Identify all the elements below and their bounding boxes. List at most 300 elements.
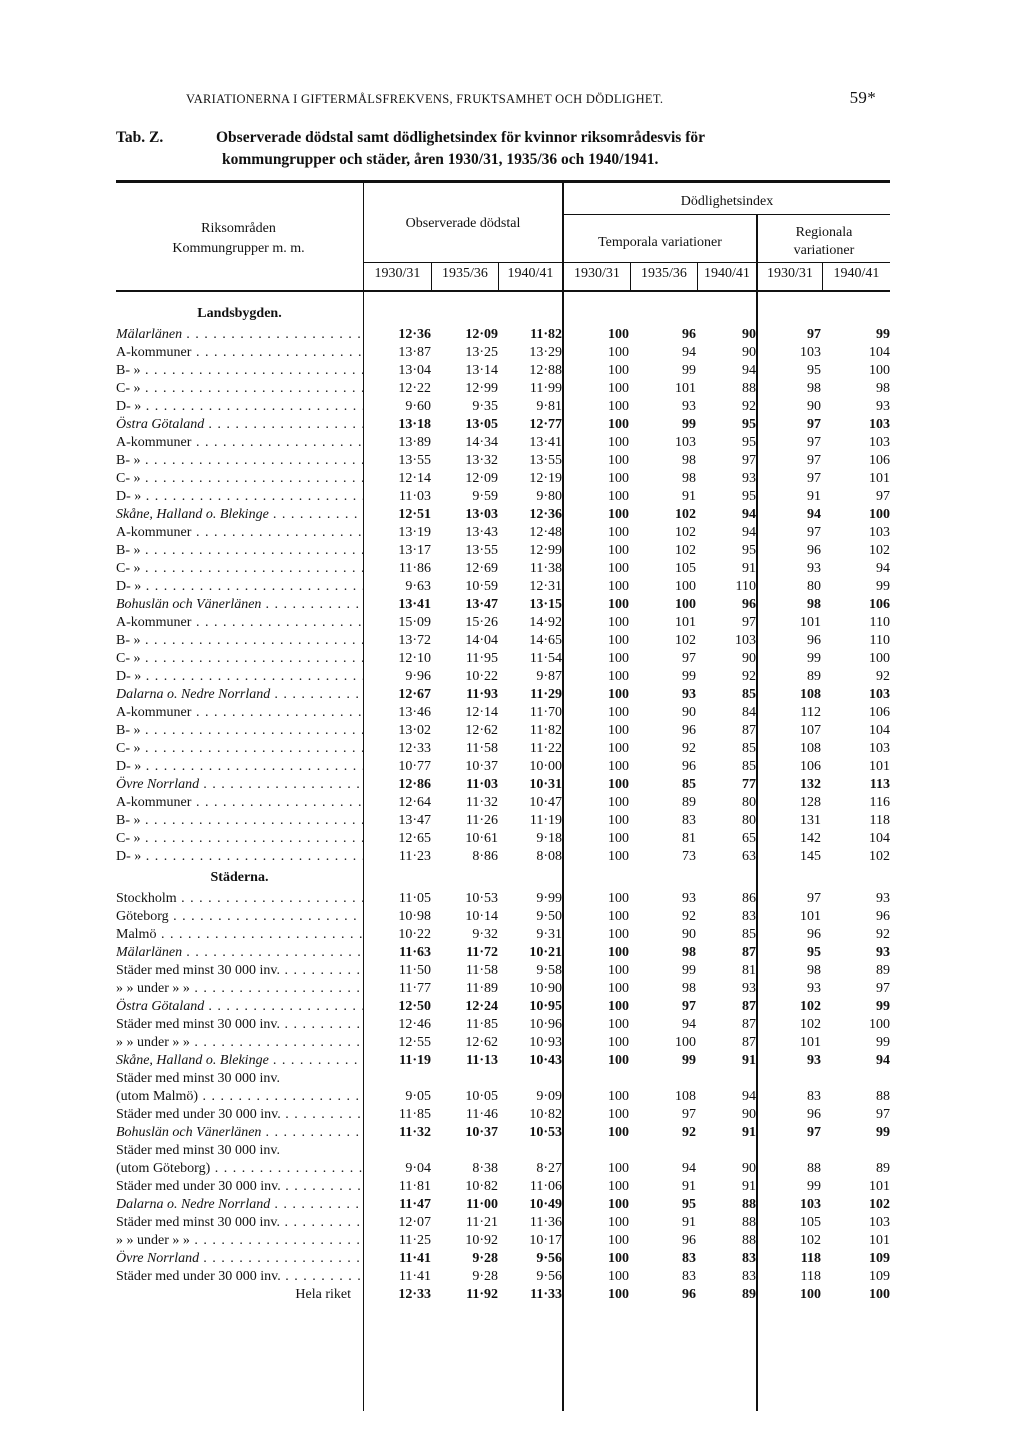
table-cell: 11·86 xyxy=(398,561,431,576)
table-cell: 92 xyxy=(682,741,696,756)
table-cell: 10·43 xyxy=(529,1053,562,1068)
table-cell: 11·85 xyxy=(465,1017,498,1032)
table-cell: 100 xyxy=(608,651,629,666)
table-cell: 131 xyxy=(800,813,821,828)
row-label xyxy=(116,1052,363,1070)
table-cell: 8·27 xyxy=(536,1161,562,1176)
table-cell: 10·77 xyxy=(398,759,431,774)
year-header: 1940/41 xyxy=(704,266,750,281)
table-cell: 99 xyxy=(807,651,821,666)
table-cell: 11·25 xyxy=(398,1233,431,1248)
table-cell: 100 xyxy=(869,363,890,378)
table-cell: 96 xyxy=(807,543,821,558)
table-cell: 13·14 xyxy=(465,363,498,378)
table-cell: 9·05 xyxy=(405,1089,431,1104)
table-cell: 89 xyxy=(876,963,890,978)
table-cell: 97 xyxy=(807,417,821,432)
row-label-text: B- » xyxy=(116,723,141,738)
table-cell: 97 xyxy=(807,1125,821,1140)
table-cell: 10·31 xyxy=(529,777,562,792)
table-cell: 118 xyxy=(869,813,890,828)
table-cell: 118 xyxy=(800,1269,821,1284)
table-cell: 100 xyxy=(608,981,629,996)
table-cell: 11·92 xyxy=(466,1287,498,1302)
row-label-text: Städer med minst 30 000 inv. xyxy=(116,1215,280,1230)
table-cell: 12·50 xyxy=(398,999,431,1014)
table-cell: 100 xyxy=(869,1017,890,1032)
table-cell: 100 xyxy=(608,1269,629,1284)
table-cell: 100 xyxy=(608,525,629,540)
table-cell: 12·77 xyxy=(529,417,562,432)
table-cell: 12·64 xyxy=(398,795,431,810)
table-cell xyxy=(562,1142,629,1160)
table-cell: 9·56 xyxy=(536,1251,562,1266)
section-heading-row xyxy=(116,302,890,326)
row-label xyxy=(116,632,363,650)
table-cell: 93 xyxy=(876,399,890,414)
year-header: 1930/31 xyxy=(374,266,421,281)
table-cell: 94 xyxy=(682,1017,696,1032)
table-cell xyxy=(629,1142,696,1160)
table-cell: 9·50 xyxy=(536,909,562,924)
table-cell xyxy=(431,1142,498,1160)
table-cell: 12·24 xyxy=(465,999,498,1014)
table-cell xyxy=(696,1070,756,1088)
table-cell: 12·31 xyxy=(529,579,562,594)
table-cell: 11·72 xyxy=(466,945,498,960)
table-cell: 102 xyxy=(869,543,890,558)
table-cell: 98 xyxy=(876,381,890,396)
table-cell: 10·14 xyxy=(465,909,498,924)
table-cell: 98 xyxy=(807,963,821,978)
table-row xyxy=(116,758,890,776)
table-cell: 101 xyxy=(675,381,696,396)
table-cell: 65 xyxy=(742,831,756,846)
row-label xyxy=(116,344,363,362)
table-cell: 12·09 xyxy=(465,327,498,342)
table-cell: 10·47 xyxy=(529,795,562,810)
row-label-text: C- » xyxy=(116,561,141,576)
table-cell: 88 xyxy=(807,1161,821,1176)
table-cell: 90 xyxy=(742,1107,756,1122)
table-cell: 83 xyxy=(682,1251,696,1266)
table-cell: 11·82 xyxy=(530,327,562,342)
row-label xyxy=(116,506,363,524)
table-cell: 14·34 xyxy=(465,435,498,450)
index-subheader-rule xyxy=(563,214,890,215)
row-label xyxy=(116,1214,363,1232)
table-cell: 10·92 xyxy=(465,1233,498,1248)
table-cell: 90 xyxy=(742,345,756,360)
table-cell: 83 xyxy=(742,909,756,924)
table-row xyxy=(116,776,890,794)
row-label-text: Bohuslän och Vänerlänen xyxy=(116,597,262,612)
year-header: 1930/31 xyxy=(767,266,813,281)
table-cell: 83 xyxy=(742,1269,756,1284)
table-row xyxy=(116,1268,890,1286)
table-cell: 13·41 xyxy=(398,597,431,612)
table-cell: 100 xyxy=(608,795,629,810)
header-regional-2: variationer xyxy=(793,243,855,258)
table-cell: 11·50 xyxy=(398,963,431,978)
table-cell: 93 xyxy=(682,399,696,414)
table-cell: 107 xyxy=(800,723,821,738)
table-cell: 10·37 xyxy=(465,1125,498,1140)
header-stub-1: Riksområden xyxy=(201,221,276,236)
table-cell xyxy=(431,1070,498,1088)
table-cell: 92 xyxy=(682,1125,696,1140)
table-cell: 100 xyxy=(608,1251,629,1266)
table-cell: 92 xyxy=(682,909,696,924)
table-cell: 105 xyxy=(800,1215,821,1230)
table-cell: 10·90 xyxy=(529,981,562,996)
table-cell: 92 xyxy=(742,399,756,414)
table-cell: 97 xyxy=(807,453,821,468)
table-row xyxy=(116,632,890,650)
table-cell: 81 xyxy=(682,831,696,846)
row-label-text: C- » xyxy=(116,381,141,396)
table-cell: 93 xyxy=(742,981,756,996)
table-cell: 95 xyxy=(682,1197,696,1212)
table-cell xyxy=(498,1070,562,1088)
row-label-text: A-kommuner xyxy=(116,795,192,810)
table-cell: 10·59 xyxy=(465,579,498,594)
table-cell: 93 xyxy=(807,981,821,996)
row-label xyxy=(116,326,363,344)
section-heading-row xyxy=(116,866,890,890)
row-label xyxy=(116,362,363,380)
table-cell: 100 xyxy=(608,1161,629,1176)
table-row xyxy=(116,596,890,614)
year-header: 1930/31 xyxy=(574,266,620,281)
table-cell: 95 xyxy=(742,543,756,558)
table-row xyxy=(116,1178,890,1196)
table-cell: 11·54 xyxy=(529,651,562,666)
table-cell: 95 xyxy=(807,363,821,378)
table-cell: 85 xyxy=(742,759,756,774)
table-cell: 100 xyxy=(608,345,629,360)
table-row xyxy=(116,542,890,560)
row-label xyxy=(116,776,363,794)
table-cell: 85 xyxy=(742,927,756,942)
table-row xyxy=(116,578,890,596)
caption-line-2: kommungrupper och städer, åren 1930/31, 1935/36 och 1940/1941. xyxy=(222,151,659,168)
table-cell: 100 xyxy=(608,633,629,648)
table-cell: 100 xyxy=(869,1287,890,1302)
table-cell: 9·80 xyxy=(536,489,562,504)
row-label xyxy=(116,578,363,596)
table-cell: 13·29 xyxy=(529,345,562,360)
year-header: 1935/36 xyxy=(442,266,488,281)
table-cell: 13·72 xyxy=(398,633,431,648)
table-cell: 11·29 xyxy=(530,687,562,702)
table-cell: 102 xyxy=(800,1017,821,1032)
table-cell: 12·99 xyxy=(529,543,562,558)
table-cell: 100 xyxy=(608,999,629,1014)
table-row xyxy=(116,1214,890,1232)
table-cell: 99 xyxy=(876,1125,890,1140)
table-cell: 101 xyxy=(675,615,696,630)
row-label-text: C- » xyxy=(116,741,141,756)
table-cell: 93 xyxy=(807,561,821,576)
table-row xyxy=(116,812,890,830)
table-cell xyxy=(498,1142,562,1160)
table-cell: 97 xyxy=(807,891,821,906)
table-row xyxy=(116,560,890,578)
table-cell: 97 xyxy=(876,1107,890,1122)
table-cell: 100 xyxy=(608,579,629,594)
table-cell: 11·03 xyxy=(398,489,431,504)
table-cell xyxy=(629,1070,696,1088)
table-cell: 100 xyxy=(608,453,629,468)
table-cell: 96 xyxy=(682,1233,696,1248)
section-title: Landsbygden. xyxy=(197,306,282,321)
table-cell: 100 xyxy=(608,813,629,828)
table-cell: 11·32 xyxy=(465,795,498,810)
table-cell: 142 xyxy=(800,831,821,846)
table-cell: 85 xyxy=(742,687,756,702)
row-label-text: (utom Malmö) xyxy=(116,1089,199,1104)
table-cell: 11·36 xyxy=(529,1215,562,1230)
table-cell: 94 xyxy=(807,507,821,522)
table-cell: 98 xyxy=(682,945,696,960)
row-label-text: (utom Göteborg) xyxy=(116,1161,211,1176)
table-cell: 94 xyxy=(742,507,756,522)
table-cell: 100 xyxy=(608,381,629,396)
row-label xyxy=(116,830,363,848)
table-cell: 91 xyxy=(807,489,821,504)
table-cell: 10·53 xyxy=(465,891,498,906)
table-cell: 13·03 xyxy=(465,507,498,522)
table-row xyxy=(116,1250,890,1268)
table-row xyxy=(116,740,890,758)
table-caption xyxy=(116,127,891,171)
table-row xyxy=(116,686,890,704)
table-cell: 11·85 xyxy=(398,1107,431,1122)
table-cell: 12·51 xyxy=(398,507,431,522)
row-label xyxy=(116,740,363,758)
table-row xyxy=(116,1124,890,1142)
row-label xyxy=(116,470,363,488)
table-cell: 9·59 xyxy=(472,489,498,504)
table-cell: 109 xyxy=(869,1269,890,1284)
row-label xyxy=(116,1268,363,1286)
table-cell: 11·82 xyxy=(529,723,562,738)
table-cell: 12·36 xyxy=(398,327,431,342)
table-cell: 106 xyxy=(869,705,890,720)
table-cell: 99 xyxy=(682,417,696,432)
table-cell: 96 xyxy=(682,723,696,738)
top-rule-thick xyxy=(116,180,890,183)
table-cell: 90 xyxy=(742,651,756,666)
table-row xyxy=(116,998,890,1016)
row-label xyxy=(116,722,363,740)
row-label-text: A-kommuner xyxy=(116,705,192,720)
row-label-text: B- » xyxy=(116,633,141,648)
table-row xyxy=(116,452,890,470)
table-cell: 11·93 xyxy=(466,687,498,702)
table-row xyxy=(116,614,890,632)
row-label-text: D- » xyxy=(116,399,142,414)
row-label-text: A-kommuner xyxy=(116,615,192,630)
table-cell: 101 xyxy=(869,759,890,774)
header-temporal: Temporala variationer xyxy=(598,235,722,250)
table-cell: 96 xyxy=(682,327,696,342)
table-cell: 97 xyxy=(876,489,890,504)
table-cell: 11·03 xyxy=(466,777,498,792)
table-cell: 11·32 xyxy=(399,1125,431,1140)
table-cell: 86 xyxy=(742,891,756,906)
table-cell: 85 xyxy=(682,777,696,792)
table-cell: 97 xyxy=(807,435,821,450)
header-stub-2: Kommungrupper m. m. xyxy=(172,241,305,256)
table-cell: 90 xyxy=(807,399,821,414)
row-label xyxy=(116,542,363,560)
table-cell: 101 xyxy=(800,1035,821,1050)
table-cell: 13·15 xyxy=(529,597,562,612)
table-cell: 100 xyxy=(608,1035,629,1050)
table-cell: 10·05 xyxy=(465,1089,498,1104)
row-label xyxy=(116,650,363,668)
table-cell: 88 xyxy=(742,381,756,396)
table-cell: 13·89 xyxy=(398,435,431,450)
table-cell: 12·88 xyxy=(529,363,562,378)
table-cell: 100 xyxy=(608,945,629,960)
table-cell: 87 xyxy=(742,1035,756,1050)
table-cell: 128 xyxy=(800,795,821,810)
data-table xyxy=(116,302,890,1304)
table-cell: 99 xyxy=(807,1179,821,1194)
table-cell: 100 xyxy=(608,597,629,612)
table-cell: 11·58 xyxy=(465,741,498,756)
table-cell: 83 xyxy=(742,1251,756,1266)
table-row xyxy=(116,506,890,524)
table-cell: 12·69 xyxy=(465,561,498,576)
table-cell: 109 xyxy=(869,1251,890,1266)
table-cell: 100 xyxy=(608,399,629,414)
row-label xyxy=(116,488,363,506)
row-label-text: Dalarna o. Nedre Norrland xyxy=(116,1197,271,1212)
table-cell: 13·02 xyxy=(398,723,431,738)
table-cell: 99 xyxy=(682,963,696,978)
table-cell: 98 xyxy=(682,981,696,996)
table-cell: 102 xyxy=(675,543,696,558)
table-cell: 100 xyxy=(608,759,629,774)
table-cell: 101 xyxy=(869,1179,890,1194)
table-cell: 103 xyxy=(800,1197,821,1212)
table-cell: 12·99 xyxy=(465,381,498,396)
table-cell: 11·06 xyxy=(529,1179,562,1194)
row-label-text: Dalarna o. Nedre Norrland xyxy=(116,687,271,702)
table-cell: 99 xyxy=(682,363,696,378)
table-cell: 93 xyxy=(876,891,890,906)
table-row xyxy=(116,1052,890,1070)
table-cell: 100 xyxy=(608,489,629,504)
row-label xyxy=(116,944,363,962)
table-cell: 12·65 xyxy=(398,831,431,846)
table-row xyxy=(116,830,890,848)
table-cell: 98 xyxy=(807,381,821,396)
table-cell: 95 xyxy=(742,417,756,432)
row-label xyxy=(116,704,363,722)
years-top-rule xyxy=(363,262,890,263)
row-label-text: Städer med under 30 000 inv. xyxy=(116,1107,281,1122)
row-label-text: Mälarlänen xyxy=(116,945,183,960)
table-cell: 93 xyxy=(682,687,696,702)
table-cell: 97 xyxy=(742,615,756,630)
table-cell: 88 xyxy=(876,1089,890,1104)
table-cell: 104 xyxy=(869,723,890,738)
table-cell: 13·55 xyxy=(465,543,498,558)
table-cell: 12·07 xyxy=(398,1215,431,1230)
table-cell: 103 xyxy=(869,687,890,702)
table-cell: 11·77 xyxy=(398,981,431,996)
table-cell: 10·93 xyxy=(529,1035,562,1050)
table-cell: 92 xyxy=(742,669,756,684)
table-cell: 9·58 xyxy=(536,963,562,978)
table-cell: 13·17 xyxy=(398,543,431,558)
table-cell: 102 xyxy=(675,525,696,540)
table-cell: 100 xyxy=(608,1179,629,1194)
table-cell: 90 xyxy=(742,1161,756,1176)
row-label xyxy=(116,1124,363,1142)
table-cell: 94 xyxy=(682,345,696,360)
row-label-text: Malmö xyxy=(116,927,157,942)
row-label-text: Östra Götaland xyxy=(116,999,205,1014)
table-cell: 105 xyxy=(675,561,696,576)
row-label-text: D- » xyxy=(116,849,142,864)
table-row xyxy=(116,1088,890,1106)
running-head-title: VARIATIONERNA I GIFTERMÅLSFREKVENS, FRUKTSAMHET OCH DÖDLIGHET. xyxy=(186,92,664,106)
table-cell: 80 xyxy=(742,795,756,810)
table-row xyxy=(116,962,890,980)
table-cell: 80 xyxy=(742,813,756,828)
table-cell: 100 xyxy=(608,849,629,864)
table-cell: 9·63 xyxy=(405,579,431,594)
row-label-text: C- » xyxy=(116,831,141,846)
table-cell: 15·26 xyxy=(465,615,498,630)
table-cell xyxy=(756,1142,821,1160)
table-row xyxy=(116,398,890,416)
table-cell: 11·41 xyxy=(399,1251,431,1266)
table-cell: 103 xyxy=(735,633,756,648)
row-label-text: Mälarlänen xyxy=(116,327,183,342)
table-cell: 13·46 xyxy=(398,705,431,720)
table-cell: 100 xyxy=(608,363,629,378)
table-cell: 87 xyxy=(742,945,756,960)
table-cell: 101 xyxy=(869,471,890,486)
table-row xyxy=(116,1286,890,1304)
table-cell: 100 xyxy=(608,741,629,756)
table-cell: 12·10 xyxy=(398,651,431,666)
table-cell: 83 xyxy=(682,813,696,828)
table-cell: 10·21 xyxy=(529,945,562,960)
table-cell: 103 xyxy=(869,741,890,756)
table-label: Tab. Z. xyxy=(116,129,164,146)
table-cell: 91 xyxy=(742,1053,756,1068)
table-cell: 91 xyxy=(742,561,756,576)
row-label xyxy=(116,398,363,416)
table-cell: 12·22 xyxy=(398,381,431,396)
table-cell: 99 xyxy=(682,1053,696,1068)
table-cell: 100 xyxy=(608,471,629,486)
row-label-text: Bohuslän och Vänerlänen xyxy=(116,1125,262,1140)
row-label-text: D- » xyxy=(116,759,142,774)
table-cell: 10·82 xyxy=(465,1179,498,1194)
table-cell: 98 xyxy=(807,597,821,612)
table-cell: 94 xyxy=(876,1053,890,1068)
row-label xyxy=(116,926,363,944)
